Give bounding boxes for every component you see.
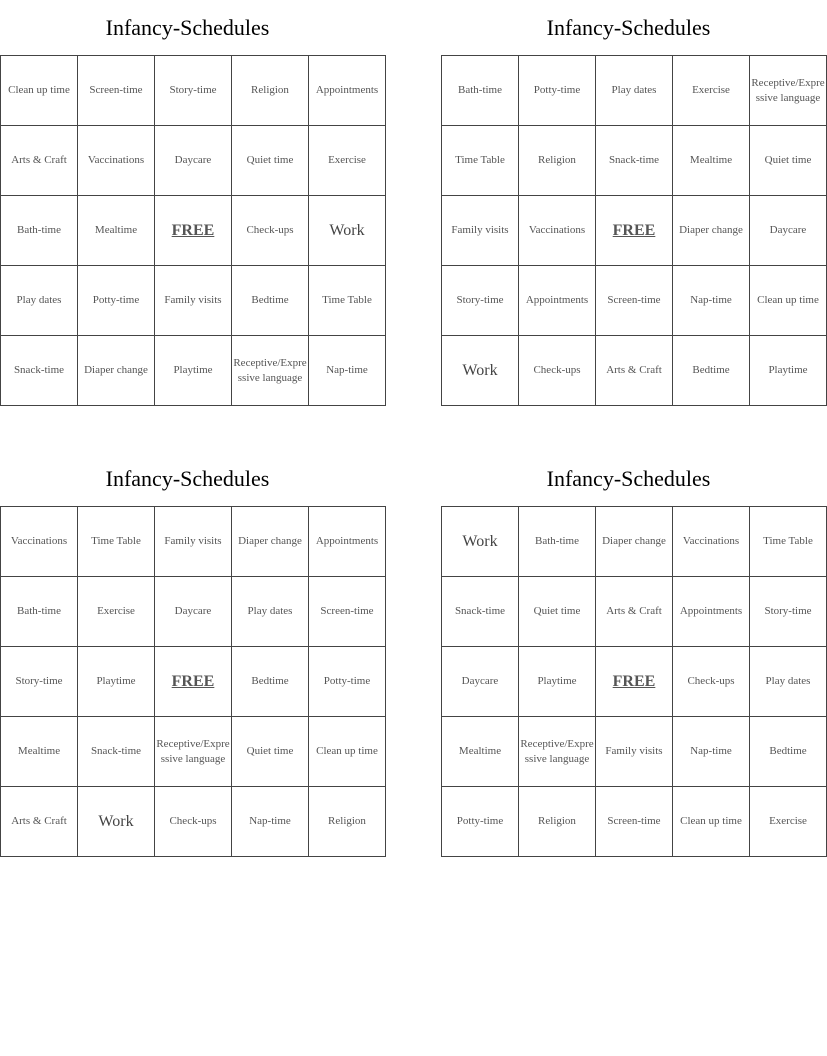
grid-cell: Receptive/Expressive language	[519, 717, 596, 787]
grid-cell: Appointments	[673, 577, 750, 647]
grid-cell: Religion	[519, 126, 596, 196]
grid-cell: Mealtime	[1, 717, 78, 787]
grid-cell: Work	[442, 507, 519, 577]
grid-cell: Snack-time	[1, 336, 78, 406]
grid-cell: Bedtime	[232, 266, 309, 336]
grid-cell: Playtime	[78, 647, 155, 717]
grid-cell: Playtime	[519, 647, 596, 717]
card-title: Infancy-Schedules	[105, 15, 270, 40]
grid-cell: Vaccinations	[1, 507, 78, 577]
grid-row	[1, 507, 386, 577]
grid-row	[1, 577, 386, 647]
grid-cell: Receptive/Expressive language	[232, 336, 309, 406]
grid-cell: Check-ups	[232, 196, 309, 266]
grid-row	[442, 647, 827, 717]
grid-cell: Appointments	[519, 266, 596, 336]
grid-cell: Family visits	[596, 717, 673, 787]
grid-cell: Check-ups	[519, 336, 596, 406]
grid-row	[442, 507, 827, 577]
grid-cell: Snack-time	[442, 577, 519, 647]
free-space: FREE	[155, 196, 232, 266]
grid-cell: Play dates	[596, 56, 673, 126]
grid-cell: Work	[78, 787, 155, 857]
bingo-grid	[441, 55, 827, 406]
grid-cell: Clean up time	[750, 266, 827, 336]
card-title: Infancy-Schedules	[546, 466, 711, 491]
grid-cell: Playtime	[155, 336, 232, 406]
grid-row	[1, 336, 386, 406]
grid-cell: Mealtime	[673, 126, 750, 196]
grid-cell: Check-ups	[155, 787, 232, 857]
grid-cell: Vaccinations	[673, 507, 750, 577]
grid-row	[442, 577, 827, 647]
grid-cell: Arts & Craft	[596, 336, 673, 406]
grid-row	[1, 266, 386, 336]
grid-cell: Family visits	[155, 507, 232, 577]
grid-cell: Time Table	[309, 266, 386, 336]
grid-cell: Quiet time	[519, 577, 596, 647]
grid-cell: Bath-time	[1, 577, 78, 647]
grid-cell: Religion	[232, 56, 309, 126]
grid-cell: Daycare	[155, 126, 232, 196]
grid-cell: Nap-time	[673, 266, 750, 336]
free-space: FREE	[596, 196, 673, 266]
grid-cell: Bedtime	[750, 717, 827, 787]
grid-cell: Screen-time	[596, 787, 673, 857]
grid-cell: Daycare	[750, 196, 827, 266]
grid-cell: Bedtime	[232, 647, 309, 717]
grid-cell: Play dates	[1, 266, 78, 336]
grid-cell: Arts & Craft	[596, 577, 673, 647]
grid-row	[1, 717, 386, 787]
grid-cell: Screen-time	[596, 266, 673, 336]
grid-cell: Screen-time	[309, 577, 386, 647]
grid-cell: Exercise	[78, 577, 155, 647]
free-space: FREE	[155, 647, 232, 717]
grid-cell: Bath-time	[442, 56, 519, 126]
grid-cell: Clean up time	[309, 717, 386, 787]
grid-cell: Diaper change	[78, 336, 155, 406]
grid-cell: Quiet time	[750, 126, 827, 196]
card-title: Infancy-Schedules	[546, 15, 711, 40]
grid-cell: Story-time	[155, 56, 232, 126]
bingo-grid	[441, 506, 827, 857]
grid-row	[1, 56, 386, 126]
grid-cell: Exercise	[309, 126, 386, 196]
grid-cell: Quiet time	[232, 717, 309, 787]
grid-cell: Work	[309, 196, 386, 266]
grid-cell: Arts & Craft	[1, 126, 78, 196]
grid-cell: Bedtime	[673, 336, 750, 406]
grid-cell: Clean up time	[673, 787, 750, 857]
grid-cell: Snack-time	[78, 717, 155, 787]
grid-row	[442, 717, 827, 787]
grid-cell: Snack-time	[596, 126, 673, 196]
grid-cell: Nap-time	[673, 717, 750, 787]
grid-cell: Check-ups	[673, 647, 750, 717]
grid-cell: Daycare	[442, 647, 519, 717]
grid-row	[442, 787, 827, 857]
grid-cell: Religion	[309, 787, 386, 857]
grid-row	[1, 126, 386, 196]
grid-cell: Time Table	[750, 507, 827, 577]
grid-row	[442, 126, 827, 196]
grid-cell: Diaper change	[596, 507, 673, 577]
grid-row	[442, 196, 827, 266]
grid-cell: Potty-time	[78, 266, 155, 336]
card-title: Infancy-Schedules	[105, 466, 270, 491]
grid-cell: Time Table	[78, 507, 155, 577]
grid-cell: Receptive/Expressive language	[155, 717, 232, 787]
grid-cell: Bath-time	[519, 507, 596, 577]
grid-cell: Exercise	[750, 787, 827, 857]
grid-cell: Play dates	[232, 577, 309, 647]
grid-row	[1, 647, 386, 717]
grid-cell: Mealtime	[442, 717, 519, 787]
grid-cell: Potty-time	[442, 787, 519, 857]
grid-cell: Quiet time	[232, 126, 309, 196]
grid-cell: Bath-time	[1, 196, 78, 266]
grid-cell: Potty-time	[309, 647, 386, 717]
grid-cell: Vaccinations	[519, 196, 596, 266]
grid-cell: Clean up time	[1, 56, 78, 126]
grid-cell: Nap-time	[309, 336, 386, 406]
grid-cell: Work	[442, 336, 519, 406]
grid-cell: Appointments	[309, 56, 386, 126]
grid-cell: Receptive/Expressive language	[750, 56, 827, 126]
grid-cell: Screen-time	[78, 56, 155, 126]
grid-cell: Playtime	[750, 336, 827, 406]
grid-row	[1, 787, 386, 857]
grid-cell: Story-time	[750, 577, 827, 647]
grid-cell: Arts & Craft	[1, 787, 78, 857]
grid-cell: Exercise	[673, 56, 750, 126]
grid-row	[442, 56, 827, 126]
grid-cell: Time Table	[442, 126, 519, 196]
free-space: FREE	[596, 647, 673, 717]
grid-cell: Story-time	[1, 647, 78, 717]
bingo-grid	[0, 506, 386, 857]
grid-row	[442, 336, 827, 406]
grid-cell: Vaccinations	[78, 126, 155, 196]
grid-cell: Potty-time	[519, 56, 596, 126]
grid-cell: Play dates	[750, 647, 827, 717]
grid-cell: Diaper change	[673, 196, 750, 266]
grid-cell: Family visits	[155, 266, 232, 336]
grid-row	[1, 196, 386, 266]
grid-cell: Diaper change	[232, 507, 309, 577]
grid-cell: Mealtime	[78, 196, 155, 266]
grid-cell: Appointments	[309, 507, 386, 577]
grid-row	[442, 266, 827, 336]
grid-cell: Nap-time	[232, 787, 309, 857]
grid-cell: Religion	[519, 787, 596, 857]
grid-cell: Daycare	[155, 577, 232, 647]
bingo-grid	[0, 55, 386, 406]
grid-cell: Story-time	[442, 266, 519, 336]
grid-cell: Family visits	[442, 196, 519, 266]
